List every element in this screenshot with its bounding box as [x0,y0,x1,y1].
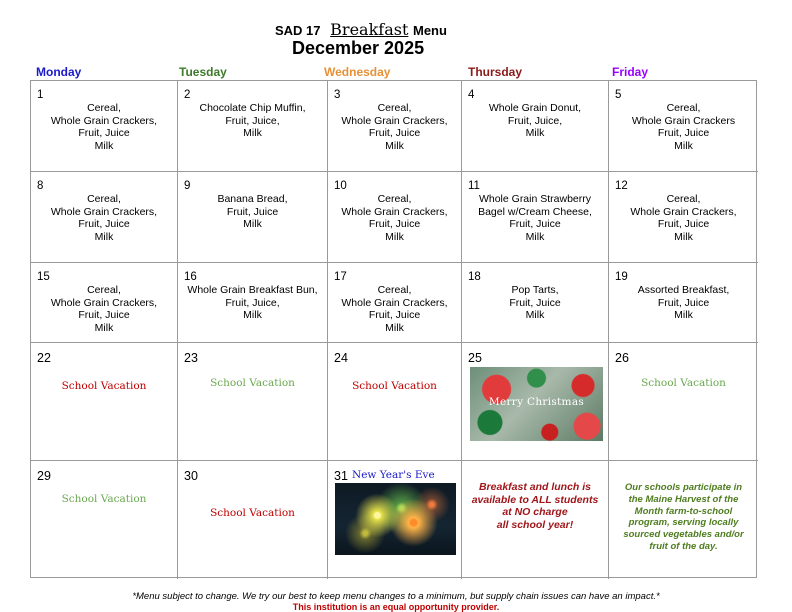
menu-item: Cereal, [666,102,701,114]
calendar-day-cell [462,263,609,343]
menu-item: Fruit, Juice, [507,114,563,127]
menu-items [609,193,758,243]
calendar-day-cell [31,172,178,263]
menu-item: Whole Grain Donut, [488,102,582,114]
menu-item: Cereal, [377,284,412,296]
calendar-day-cell [328,343,462,461]
day-number: 2 [184,89,191,101]
menu-item: Pop Tarts, [511,284,559,296]
menu-item: Milk [243,218,262,231]
menu-item: Milk [525,127,545,140]
menu-item: Milk [385,139,404,152]
menu-items [178,284,327,322]
district-label: SAD 17 [275,23,321,38]
calendar-day-cell [328,81,462,172]
menu-items [609,284,758,322]
calendar-day-cell [609,172,758,263]
calendar-day-cell [609,263,758,343]
menu-item: Milk [674,230,693,243]
day-number: 29 [37,469,51,483]
menu-item: Milk [525,309,545,322]
day-number: 24 [334,351,348,365]
menu-word: Menu [413,23,447,38]
menu-item: Fruit, Juice [657,296,710,309]
school-vacation-label: School Vacation [210,377,295,389]
note-line: at NO charge [502,506,568,519]
fireworks-image [335,483,456,555]
menu-item: Banana Bread, [217,193,288,205]
menu-item: Cereal, [87,284,121,296]
menu-item: Cereal, [666,193,701,205]
day-number: 26 [615,351,629,365]
menu-item: Bagel w/Cream Cheese, [478,205,592,218]
menu-item: Fruit, Juice [368,309,421,322]
christmas-ornaments-image [470,367,603,441]
calendar-day-cell [328,263,462,343]
weekday-monday: Monday [36,65,82,79]
weekday-friday: Friday [612,65,649,79]
day-number: 23 [184,351,198,365]
menu-item: Whole Grain Crackers, [341,114,448,127]
menu-item: Whole Grain Breakfast Bun, [187,284,318,296]
calendar-day-cell [178,343,328,461]
menu-item: Cereal, [377,102,412,114]
school-vacation-label: School Vacation [210,507,295,519]
day-number: 17 [334,271,347,283]
note-line: Our schools participate in [624,482,743,493]
menu-items [328,284,461,334]
menu-item: Whole Grain Crackers, [50,296,158,309]
weekday-wednesday: Wednesday [324,65,391,79]
menu-item: Milk [94,230,114,243]
calendar-grid [30,80,757,578]
menu-item: Fruit, Juice [226,205,279,218]
menu-item: Whole Grain Crackers, [50,114,158,127]
menu-item: Whole Grain Crackers, [341,296,448,309]
menu-item: Chocolate Chip Muffin, [199,102,306,114]
day-number: 31 [334,469,348,483]
menu-item: Fruit, Juice [509,218,561,231]
menu-items [462,102,608,140]
menu-item: Milk [674,139,693,152]
school-vacation-label: School Vacation [641,377,726,389]
note-line: all school year! [496,518,574,531]
menu-item: Whole Grain Crackers, [341,205,448,218]
menu-item: Whole Grain Crackers, [630,205,737,218]
school-vacation-label: School Vacation [61,493,147,505]
menu-items [328,193,461,243]
new-years-eve-label: New Year's Eve [352,469,435,481]
menu-item: Milk [94,139,114,152]
calendar-day-cell [462,461,609,579]
day-number: 4 [468,89,475,101]
calendar-day-cell [31,343,178,461]
menu-item: Milk [385,321,404,334]
breakfast-word: Breakfast [330,20,409,39]
menu-item: Milk [243,127,262,140]
menu-item: Cereal, [87,193,121,205]
menu-item: Fruit, Juice [78,218,130,231]
menu-items [328,102,461,152]
day-number: 22 [37,351,51,365]
menu-items [609,102,758,152]
weekday-header-row [30,65,757,80]
menu-item: Fruit, Juice [509,296,561,309]
calendar-day-cell [609,81,758,172]
menu-item: Whole Grain Strawberry [478,193,592,205]
menu-item: Whole Grain Crackers, [50,205,158,218]
menu-item: Fruit, Juice, [225,114,280,127]
calendar-day-cell [178,461,328,579]
day-number: 5 [615,89,622,101]
note-line: available to ALL students [471,493,599,506]
menu-item: Fruit, Juice [78,309,130,322]
day-number: 12 [615,180,628,192]
free-meals-note [466,481,604,531]
note-line: program, serving locally [628,517,739,529]
menu-item: Milk [94,321,114,334]
menu-item: Cereal, [377,193,412,205]
maine-harvest-note [613,482,754,553]
school-vacation-label: School Vacation [61,380,147,392]
calendar-day-cell [178,81,328,172]
calendar-day-cell [609,343,758,461]
menu-item: Cereal, [87,102,121,114]
menu-items [31,102,177,152]
day-number: 11 [468,180,480,192]
menu-item: Whole Grain Crackers [631,114,736,127]
month-title: December 2025 [292,38,425,58]
calendar-day-cell [462,343,609,461]
weekday-tuesday: Tuesday [179,65,227,79]
menu-disclaimer: *Menu subject to change. We try our best to keep menu changes to a minimum, but supply chain issues can have an impact.* [132,591,660,602]
calendar-day-cell [31,81,178,172]
note-line: the Maine Harvest of the [628,493,739,505]
menu-items [178,102,327,140]
menu-item: Assorted Breakfast, [637,284,730,296]
note-line: sourced vegetables and/or [623,529,744,541]
weekday-thursday: Thursday [468,65,523,79]
calendar-day-cell [328,461,462,579]
day-number: 1 [37,89,44,101]
menu-items [462,284,608,322]
menu-items [31,193,177,243]
calendar-day-cell [462,172,609,263]
note-line: Month farm-to-school [634,505,733,517]
day-number: 15 [37,271,50,283]
merry-christmas-text: Merry Christmas [488,396,585,408]
note-line: Breakfast and lunch is [478,481,592,493]
calendar-day-cell [609,461,758,579]
day-number: 30 [184,469,198,483]
menu-item: Fruit, Juice [368,218,421,231]
menu-item: Fruit, Juice, [225,296,280,309]
day-number: 9 [184,180,191,192]
calendar-day-cell [328,172,462,263]
day-number: 25 [468,351,482,365]
day-number: 10 [334,180,347,192]
menu-item: Fruit, Juice [657,218,710,231]
menu-items [31,284,177,334]
menu-item: Fruit, Juice [368,127,421,140]
menu-item: Milk [525,230,545,243]
note-line: fruit of the day. [649,540,718,552]
menu-item: Fruit, Juice [78,127,130,140]
menu-item: Milk [385,230,404,243]
menu-items [178,193,327,231]
menu-item: Milk [243,309,262,322]
menu-item: Milk [674,309,693,322]
calendar-day-cell [462,81,609,172]
day-number: 3 [334,89,341,101]
equal-opportunity-statement: This institution is an equal opportunity provider. [292,602,500,612]
day-number: 8 [37,180,44,192]
calendar-day-cell [178,263,328,343]
day-number: 16 [184,271,197,283]
calendar-day-cell [31,461,178,579]
day-number: 18 [468,271,481,283]
calendar-day-cell [178,172,328,263]
menu-item: Fruit, Juice [657,127,710,140]
calendar-day-cell [31,263,178,343]
menu-items [462,193,608,243]
menu-title [275,20,447,39]
school-vacation-label: School Vacation [352,380,437,392]
day-number: 19 [615,271,628,283]
